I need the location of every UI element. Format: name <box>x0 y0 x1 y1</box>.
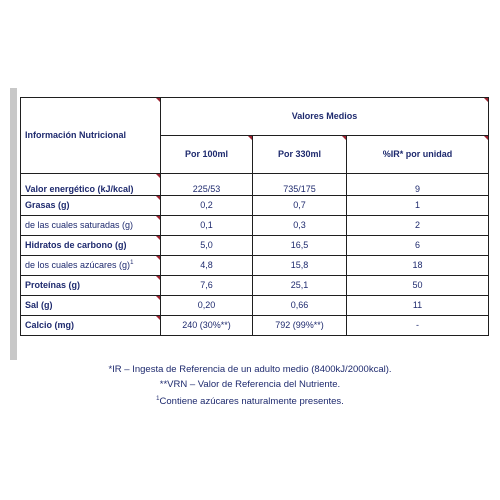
row-value-330ml: 0,66 <box>253 296 347 316</box>
row-value-ir: 9 <box>347 174 489 196</box>
row-value-ir: 50 <box>347 276 489 296</box>
row-value-ir: 11 <box>347 296 489 316</box>
footnotes <box>0 362 500 409</box>
row-value-100ml: 0,1 <box>161 216 253 236</box>
row-value-ir: 2 <box>347 216 489 236</box>
table-row <box>21 236 489 256</box>
row-value-100ml: 0,2 <box>161 196 253 216</box>
table-row <box>21 174 489 196</box>
row-value-330ml: 0,3 <box>253 216 347 236</box>
footnote-sugar-text: Contiene azúcares naturalmente presentes. <box>159 396 344 408</box>
row-value-330ml: 25,1 <box>253 276 347 296</box>
row-label: de las cuales saturadas (g) <box>21 216 161 236</box>
group-header: Valores Medios <box>161 98 489 136</box>
row-value-330ml: 0,7 <box>253 196 347 216</box>
row-label: Calcio (mg) <box>21 316 161 336</box>
row-value-100ml: 5,0 <box>161 236 253 256</box>
table-row <box>21 256 489 276</box>
table-title: Información Nutricional <box>21 98 161 174</box>
row-label: Proteínas (g) <box>21 276 161 296</box>
col-header-330ml: Por 330ml <box>253 136 347 174</box>
row-label-with-footnote <box>21 256 161 276</box>
col-header-ir: %IR* por unidad <box>347 136 489 174</box>
left-gray-strip <box>10 88 17 360</box>
table-row <box>21 316 489 336</box>
row-label: Sal (g) <box>21 296 161 316</box>
nutrition-table <box>20 97 489 336</box>
table-row <box>21 196 489 216</box>
row-value-100ml: 7,6 <box>161 276 253 296</box>
row-value-ir: - <box>347 316 489 336</box>
footnote-sugar <box>0 392 500 409</box>
row-value-100ml: 0,20 <box>161 296 253 316</box>
row-value-ir: 1 <box>347 196 489 216</box>
row-value-ir: 6 <box>347 236 489 256</box>
footnote-mark: 1 <box>130 260 134 267</box>
row-label: Valor energético (kJ/kcal) <box>21 174 161 196</box>
footnote-ir: *IR – Ingesta de Referencia de un adulto medio (8400kJ/2000kcal). <box>108 364 392 375</box>
row-label: Hidratos de carbono (g) <box>21 236 161 256</box>
row-value-330ml: 16,5 <box>253 236 347 256</box>
row-value-100ml: 240 (30%**) <box>161 316 253 336</box>
footnote-vrn: **VRN – Valor de Referencia del Nutriente. <box>159 379 341 390</box>
table-row <box>21 216 489 236</box>
footnote-sugar-mark: 1 <box>156 396 160 402</box>
table-row <box>21 276 489 296</box>
row-label: de los cuales azúcares (g) <box>25 260 131 271</box>
row-label: Grasas (g) <box>21 196 161 216</box>
row-value-330ml: 15,8 <box>253 256 347 276</box>
row-value-330ml: 735/175 <box>253 174 347 196</box>
table-row <box>21 296 489 316</box>
row-value-ir: 18 <box>347 256 489 276</box>
row-value-330ml: 792 (99%**) <box>253 316 347 336</box>
col-header-100ml: Por 100ml <box>161 136 253 174</box>
row-value-100ml: 4,8 <box>161 256 253 276</box>
row-value-100ml: 225/53 <box>161 174 253 196</box>
